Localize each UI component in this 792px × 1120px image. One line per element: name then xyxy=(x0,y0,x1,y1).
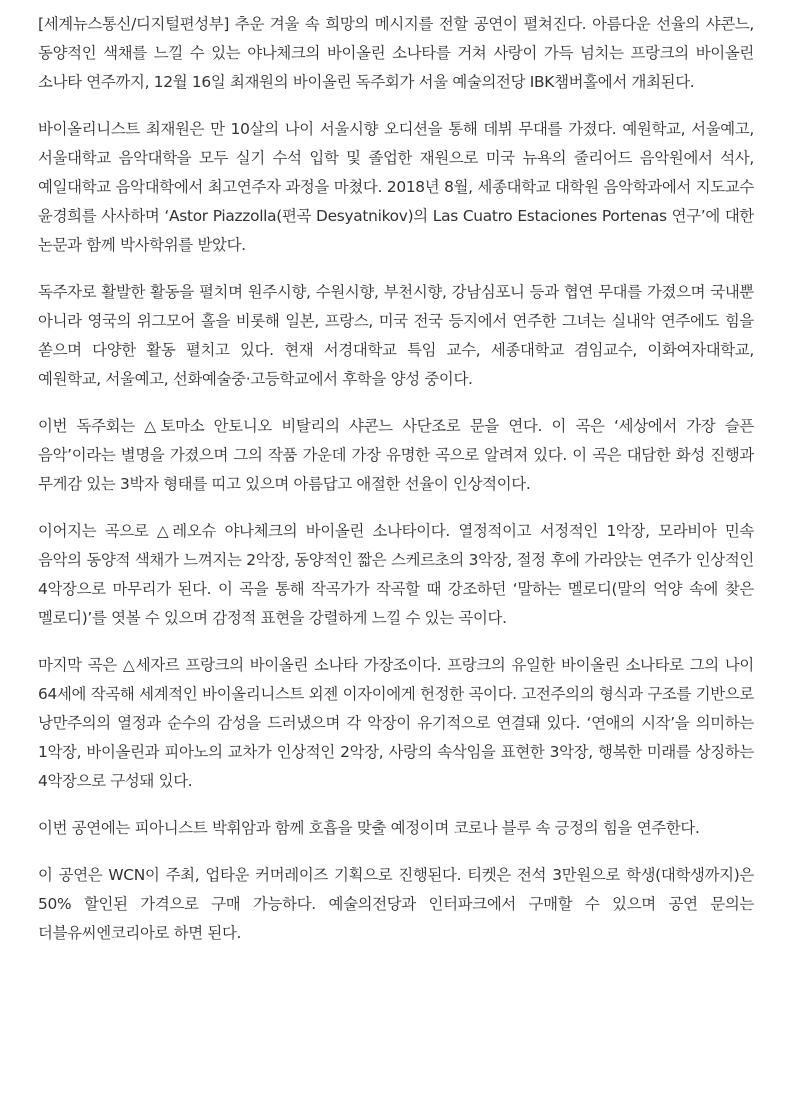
article-paragraph-janacek: 이어지는 곡으로 △레오슈 야나체크의 바이올린 소나타이다. 열정적이고 서정적인 1악장, 모라비아 민속 음악의 동양적 색채가 느껴지는 2악장, 동양적인 짧은 스케르초의 3악장, 절정 후에 가라앉는 연주가 인상적인 4악장으로 마무리가 된다. 이 곡을 통해 작곡가가 작곡할 때 강조하던 ‘말하는 멜로디(말의 억양 속에 찾은 멜로디)’를 엿볼 수 있으며 감정적 표현을 강렬하게 느낄 수 있는 곡이다. xyxy=(38,522,754,627)
article-paragraph-franck: 마지막 곡은 △세자르 프랑크의 바이올린 소나타 가장조이다. 프랑크의 유일한 바이올린 소나타로 그의 나이 64세에 작곡해 세계적인 바이올리니스트 외젠 이자이에게 헌정한 곡이다. 고전주의의 형식과 구조를 기반으로 낭만주의의 열정과 순수의 감성을 드러냈으며 각 악장이 유기적으로 연결돼 있다. ‘연애의 시작’을 의미하는 1악장, 바이올린과 피아노의 교차가 인상적인 2악장, 사랑의 속삭임을 표현한 3악장, 행복한 미래를 상징하는 4악장으로 구성돼 있다. xyxy=(38,656,754,790)
article-paragraph-vitali: 이번 독주회는 △토마소 안토니오 비탈리의 샤콘느 사단조로 문을 연다. 이 곡은 ‘세상에서 가장 슬픈 음악’이라는 별명을 가졌으며 그의 작품 가운데 가장 유명한 곡으로 알려져 있다. 이 곡은 대담한 화성 진행과 무게감 있는 3박자 형태를 띠고 있으며 아름답고 애절한 선율이 인상적이다. xyxy=(38,417,754,493)
article-paragraph-biography: 바이올리니스트 최재원은 만 10살의 나이 서울시향 오디션을 통해 데뷔 무대를 가졌다. 예원학교, 서울예고, 서울대학교 음악대학을 모두 실기 수석 입학 및 졸업한 재원으로 미국 뉴욕의 줄리어드 음악원에서 석사, 예일대학교 음악대학에서 최고연주자 과정을 마쳤다. 2018년 8월, 세종대학교 대학원 음악학과에서 지도교수 윤경희를 사사하며 ‘Astor Piazzolla(편곡 Desyatnikov)의 Las Cuatro Estaciones Portenas 연구’에 대한 논문과 함께 박사학위를 받았다. xyxy=(38,120,754,254)
article-paragraph-tickets: 이 공연은 WCN이 주최, 업타운 커머레이즈 기획으로 진행된다. 티켓은 전석 3만원으로 학생(대학생까지)은 50% 할인된 가격으로 구매 가능하다. 예술의전당과 인터파크에서 구매할 수 있으며 공연 문의는 더블유씨엔코리아로 하면 된다. xyxy=(38,866,754,942)
article-paragraph-career: 독주자로 활발한 활동을 펼치며 원주시향, 수원시향, 부천시향, 강남심포니 등과 협연 무대를 가졌으며 국내뿐 아니라 영국의 위그모어 홀을 비롯해 일본, 프랑스, 미국 전국 등지에서 연주한 그녀는 실내악 연주에도 힘을 쏟으며 다양한 활동 펼치고 있다. 현재 서경대학교 특임 교수, 세종대학교 겸임교수, 이화여자대학교, 예원학교, 서울예고, 선화예술중·고등학교에서 후학을 양성 중이다. xyxy=(38,283,754,388)
article-paragraph-intro: [세계뉴스통신/디지털편성부] 추운 겨울 속 희망의 메시지를 전할 공연이 펼쳐진다. 아름다운 선율의 샤콘느, 동양적인 색채를 느낄 수 있는 야나체크의 바이올린 소나타를 거쳐 사랑이 가득 넘치는 프랑크의 바이올린 소나타 연주까지, 12월 16일 최재원의 바이올린 독주회가 서울 예술의전당 IBK챔버홀에서 개최된다. xyxy=(38,15,754,91)
article-paragraph-pianist: 이번 공연에는 피아니스트 박휘암과 함께 호흡을 맞출 예정이며 코로나 블루 속 긍정의 힘을 연주한다. xyxy=(38,819,700,837)
